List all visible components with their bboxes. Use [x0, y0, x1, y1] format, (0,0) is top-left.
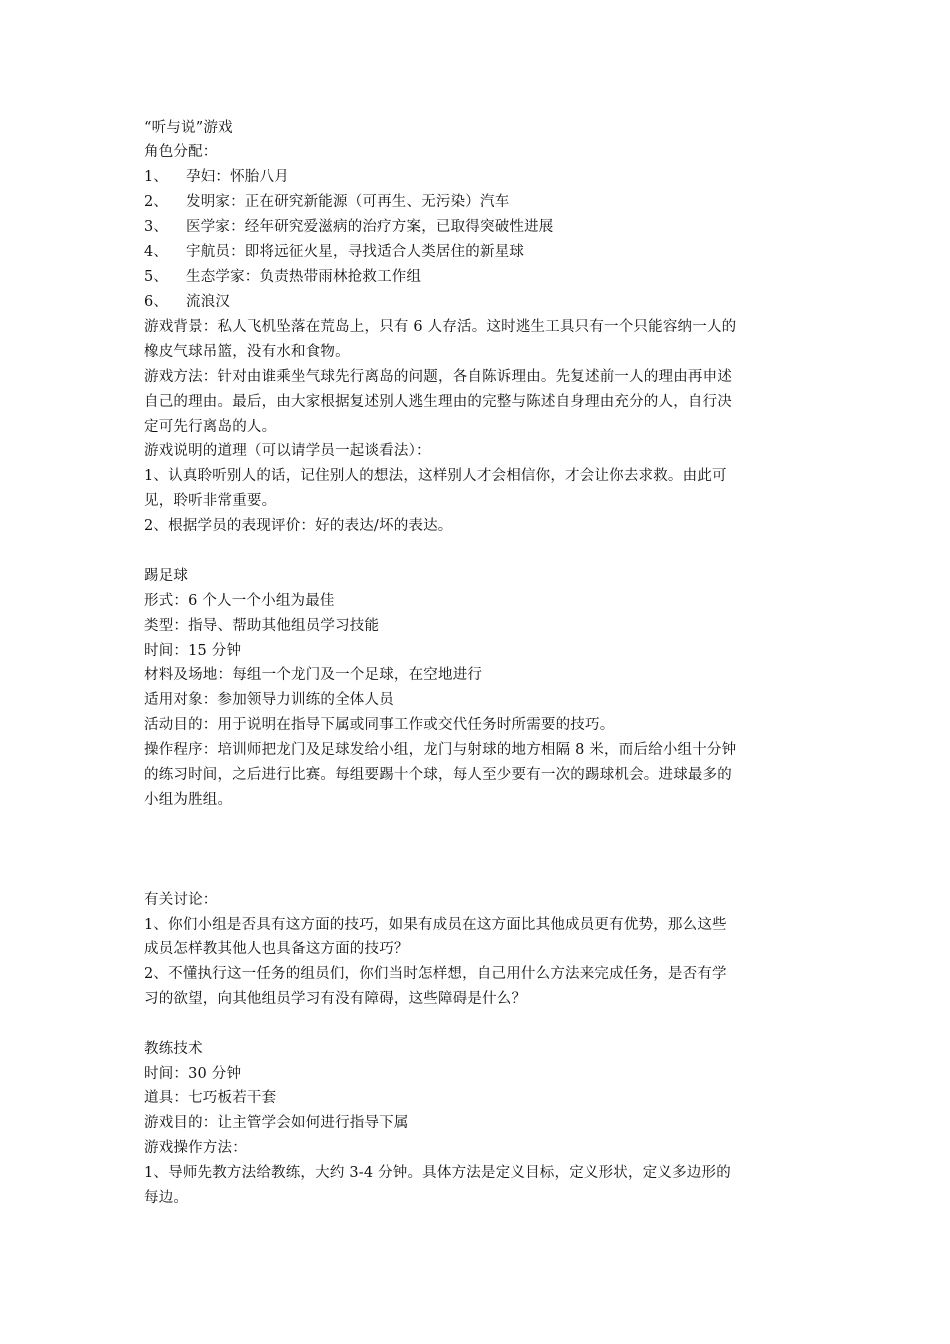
lesson-heading: 游戏说明的道理（可以请学员一起谈看法）：: [144, 443, 431, 459]
section-title: “听与说”游戏: [144, 120, 233, 136]
lesson-text: 2、根据学员的表现评价：好的表达/坏的表达。: [144, 518, 453, 534]
list-item: [144, 266, 824, 288]
discussion-text: 成员怎样教其他人也具备这方面的技巧？: [144, 941, 409, 957]
list-item: [144, 241, 824, 263]
roles-heading: 角色分配：: [144, 144, 218, 160]
materials-text: 材料及场地：每组一个龙门及一个足球，在空地进行: [144, 667, 483, 683]
procedure-text: 的练习时间，之后进行比赛。每组要踢十个球，每人至少要有一次的踢球机会。进球最多的: [144, 767, 732, 783]
discussion-text: 习的欲望，向其他组员学习有没有障碍，这些障碍是什么？: [144, 991, 527, 1007]
list-text: 发明家：正在研究新能源（可再生、无污染）汽车: [186, 194, 510, 210]
list-text: 流浪汉: [186, 294, 231, 310]
procedure-text: 操作程序：培训师把龙门及足球发给小组，龙门与射球的地方相隔 8 米，而后给小组十分钟: [144, 742, 737, 758]
list-text: 孕妇：怀胎八月: [186, 169, 289, 185]
list-text: 医学家：经年研究爱滋病的治疗方案，已取得突破性进展: [186, 219, 554, 235]
step-text: 每边。: [144, 1190, 189, 1206]
section-title: 教练技术: [144, 1041, 203, 1057]
discussion-text: 1、你们小组是否具有这方面的技巧，如果有成员在这方面比其他成员更有优势，那么这些: [144, 917, 727, 933]
purpose-text: 活动目的：用于说明在指导下属或同事工作或交代任务时所需要的技巧。: [144, 717, 615, 733]
lesson-text: 见，聆听非常重要。: [144, 493, 277, 509]
form-text: 形式：6 个人一个小组为最佳: [144, 593, 335, 609]
list-item: [144, 166, 824, 188]
method-text: 定可先行离岛的人。: [144, 419, 277, 435]
list-number: 4、: [144, 244, 169, 260]
list-number: 6、: [144, 294, 169, 310]
props-text: 道具：七巧板若干套: [144, 1090, 277, 1106]
time-text: 时间：15 分钟: [144, 643, 242, 659]
method-text: 自己的理由。最后，由大家根据复述别人逃生理由的完整与陈述自身理由充分的人，自行决: [144, 394, 732, 410]
lesson-text: 1、认真聆听别人的话，记住别人的想法，这样别人才会相信你，才会让你去求救。由此可: [144, 468, 727, 484]
procedure-text: 小组为胜组。: [144, 792, 233, 808]
list-item: [144, 291, 824, 313]
list-number: 2、: [144, 194, 169, 210]
discussion-text: 2、不懂执行这一任务的组员们，你们当时怎样想，自己用什么方法来完成任务，是否有学: [144, 966, 727, 982]
list-item: [144, 216, 824, 238]
goal-text: 游戏目的：让主管学会如何进行指导下属: [144, 1115, 409, 1131]
list-text: 宇航员：即将远征火星，寻找适合人类居住的新星球: [186, 244, 525, 260]
background-text: 橡皮气球吊篮，没有水和食物。: [144, 344, 350, 360]
step-text: 1、导师先教方法给教练，大约 3-4 分钟。具体方法是定义目标，定义形状，定义多边形的: [144, 1165, 731, 1181]
steps-heading: 游戏操作方法：: [144, 1140, 247, 1156]
section-title: 踢足球: [144, 568, 189, 584]
list-number: 3、: [144, 219, 169, 235]
list-text: 生态学家：负责热带雨林抢救工作组: [186, 269, 422, 285]
list-number: 1、: [144, 169, 169, 185]
time-text: 时间：30 分钟: [144, 1066, 242, 1082]
method-text: 游戏方法：针对由谁乘坐气球先行离岛的问题，各自陈诉理由。先复述前一人的理由再申述: [144, 369, 732, 385]
type-text: 类型：指导、帮助其他组员学习技能: [144, 618, 380, 634]
audience-text: 适用对象：参加领导力训练的全体人员: [144, 692, 394, 708]
list-item: [144, 191, 824, 213]
list-number: 5、: [144, 269, 169, 285]
discussion-heading: 有关讨论：: [144, 892, 218, 908]
background-text: 游戏背景：私人飞机坠落在荒岛上，只有 6 人存活。这时逃生工具只有一个只能容纳一人的: [144, 319, 737, 335]
